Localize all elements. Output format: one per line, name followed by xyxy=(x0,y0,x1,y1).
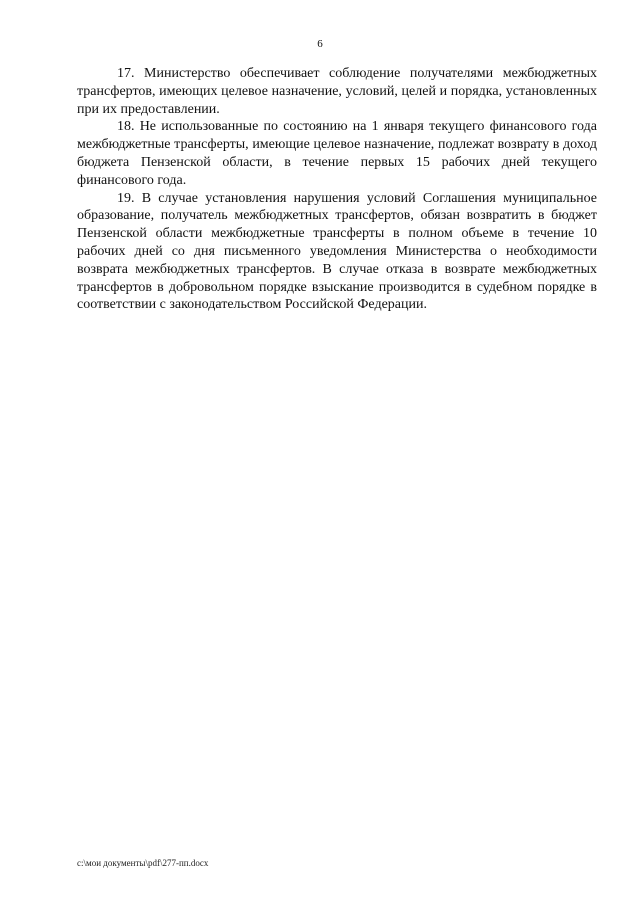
page-number: 6 xyxy=(317,38,323,50)
paragraph-18: 18. Не использованные по состоянию на 1 января текущего финансового года межбюджетные трансферты, имеющие целевое назначение, подлежат возврату в доход бюджета Пензенской области, в течение первых 15 рабочих дней текущего финансового года. xyxy=(77,119,597,188)
footer-file-path: c:\мои документы\pdf\277-пп.docx xyxy=(77,858,209,868)
document-body xyxy=(77,65,597,314)
paragraph-19: 19. В случае установления нарушения условий Соглашения муниципальное образование, получатель межбюджетных трансфертов, обязан возвратить в бюджет Пензенской области межбюджетные трансферты в полном объеме в течение 10 рабочих дней со дня письменного уведомления Министерства о необходимости возврата межбюджетных трансфертов. В случае отказа в возврате межбюджетных трансфертов в добровольном порядке взыскание производится в судебном порядке в соответствии с законодательством Российской Федерации. xyxy=(77,190,597,313)
paragraph-17: 17. Министерство обеспечивает соблюдение получателями межбюджетных трансфертов, имеющих целевое назначение, условий, целей и порядка, установленных при их предоставлении. xyxy=(77,66,597,117)
